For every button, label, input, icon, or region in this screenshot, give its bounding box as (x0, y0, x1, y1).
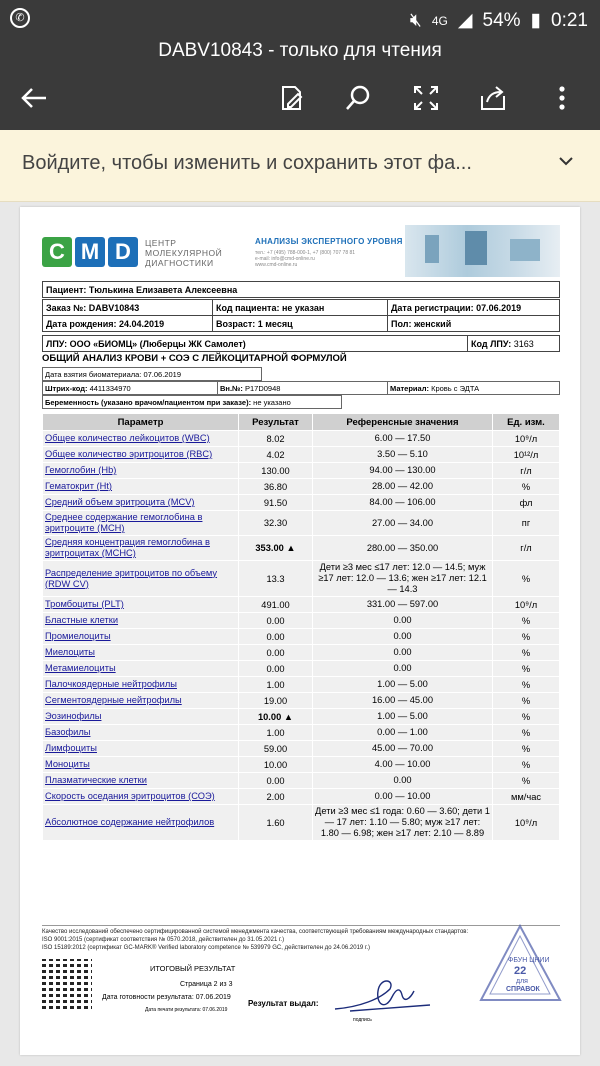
banner-text: Войдите, чтобы изменить и сохранить этот фа... (22, 152, 472, 174)
parameter-link[interactable]: Скорость оседания эритроцитов (СОЭ) (43, 789, 239, 805)
result-value: 130.00 (239, 463, 313, 479)
unit: % (493, 661, 560, 677)
parameter-link[interactable]: Средний объем эритроцита (MCV) (43, 495, 239, 511)
reference-range: 331.00 — 597.00 (313, 597, 493, 613)
inner-number: P17D0948 (244, 383, 281, 393)
parameter-link[interactable]: Моноциты (43, 757, 239, 773)
result-value: 10.00 ▲ (239, 709, 313, 725)
test-title: ОБЩИЙ АНАЛИЗ КРОВИ + СОЭ С ЛЕЙКОЦИТАРНОЙ ФОРМУЛОЙ (42, 353, 347, 364)
result-value: 491.00 (239, 597, 313, 613)
quality-statement: Качество исследований обеспечено сертифицированной системой менеджмента качества, соответствующей требованиям международных стандартов: ISO 9001:2015 (сертификат соответствия № 0570.2018, действителен до 31.05.2021 г.) ISO 15189:2012 (сертификат GC-MARK® Verified laboratory competence № 539979 GC, действителен до 24.06.2019 г.) (42, 925, 560, 952)
reference-range: 0.00 (313, 661, 493, 677)
more-menu-icon[interactable] (546, 82, 578, 114)
table-row (43, 629, 560, 645)
birth-date: Дата рождения: 24.04.2019 (46, 318, 165, 329)
patient-info-table (42, 281, 560, 298)
result-value: 0.00 (239, 645, 313, 661)
stamp-line: ФБУН ЦНИИ (508, 957, 550, 964)
pregnancy-table: Беременность (указано врачом/пациентом при заказе): не указано (42, 395, 342, 409)
search-icon[interactable] (342, 82, 374, 114)
document-title: DABV10843 - только для чтения (158, 40, 442, 61)
unit: 10⁹/л (493, 597, 560, 613)
parameter-link[interactable]: Эозинофилы (43, 709, 239, 725)
parameter-link[interactable]: Распределение эритроцитов по объему (RDW CV) (43, 561, 239, 597)
unit: % (493, 741, 560, 757)
table-row (43, 431, 560, 447)
table-row (43, 741, 560, 757)
column-header: Референсные значения (313, 414, 493, 431)
result-value: 19.00 (239, 693, 313, 709)
table-row (43, 495, 560, 511)
result-value: 13.3 (239, 561, 313, 597)
unit: % (493, 629, 560, 645)
brand-name: ЦЕНТР МОЛЕКУЛЯРНОЙ ДИАГНОСТИКИ (145, 238, 223, 268)
parameter-link[interactable]: Лимфоциты (43, 741, 239, 757)
result-value: 353.00 ▲ (239, 536, 313, 561)
battery-percent: 54% (482, 9, 521, 31)
reference-range: 27.00 — 34.00 (313, 511, 493, 536)
result-value: 32.30 (239, 511, 313, 536)
table-row (43, 677, 560, 693)
results-table (42, 413, 560, 841)
sample-info-table: Штрих-код: 4411334970 Вн.№: P17D0948 Материал: Кровь с ЭДТА (42, 381, 560, 395)
reference-range: Дети ≥3 мес ≤17 лет: 12.0 — 14.5; муж ≥17 лет: 12.0 — 13.6; жен ≥17 лет: 12.1 — 14.3 (313, 561, 493, 597)
patient-name: Пациент: Тюлькина Елизавета Алексеевна (46, 284, 238, 295)
status-bar (0, 0, 600, 38)
parameter-link[interactable]: Средняя концентрация гемоглобина в эритроцитах (MCHC) (43, 536, 239, 561)
parameter-link[interactable]: Гематокрит (Ht) (43, 479, 239, 495)
column-header: Ед. изм. (493, 414, 560, 431)
signature (330, 969, 440, 1019)
reference-range: 0.00 (313, 613, 493, 629)
unit: % (493, 725, 560, 741)
whatsapp-icon: ✆ (10, 8, 30, 28)
result-value: 10.00 (239, 757, 313, 773)
parameter-link[interactable]: Абсолютное содержание нейтрофилов (43, 805, 239, 841)
signature-label: подпись (353, 1017, 372, 1023)
unit: % (493, 561, 560, 597)
mute-icon: 🔇︎ (409, 9, 422, 31)
unit: % (493, 677, 560, 693)
unit: 10⁹/л (493, 431, 560, 447)
network-type: 4G (431, 13, 448, 28)
parameter-link[interactable]: Сегментоядерные нейтрофилы (43, 693, 239, 709)
print-date: Дата печати результата: 07.06.2019 (145, 1007, 228, 1013)
pregnancy: не указано (253, 397, 291, 407)
parameter-link[interactable]: Промиелоциты (43, 629, 239, 645)
tagline: АНАЛИЗЫ ЭКСПЕРТНОГО УРОВНЯ (255, 237, 403, 246)
lpu-code-label: Код ЛПУ: (471, 338, 512, 349)
parameter-link[interactable]: Палочкоядерные нейтрофилы (43, 677, 239, 693)
table-row (43, 693, 560, 709)
order-info-table (42, 299, 560, 332)
unit: % (493, 693, 560, 709)
registration-date: Дата регистрации: 07.06.2019 (391, 302, 522, 313)
reference-range: 0.00 (313, 645, 493, 661)
unit: мм/час (493, 789, 560, 805)
unit: г/л (493, 536, 560, 561)
sample-date-table (42, 367, 262, 381)
result-value: 91.50 (239, 495, 313, 511)
parameter-link[interactable]: Общее количество эритроцитов (RBC) (43, 447, 239, 463)
lpu: ЛПУ: ООО «БИОМЦ» (Люберцы ЖК Самолет) (46, 338, 246, 349)
table-row (43, 447, 560, 463)
table-row (43, 709, 560, 725)
unit: 10⁹/л (493, 805, 560, 841)
reference-range: 0.00 (313, 773, 493, 789)
edit-document-icon[interactable] (276, 82, 308, 114)
qr-code (42, 959, 92, 1009)
reference-range: 45.00 — 70.00 (313, 741, 493, 757)
result-value: 0.00 (239, 773, 313, 789)
unit: % (493, 613, 560, 629)
unit: г/л (493, 463, 560, 479)
unit: % (493, 479, 560, 495)
parameter-link[interactable]: Миелоциты (43, 645, 239, 661)
table-row (43, 511, 560, 536)
parameter-link[interactable]: Общее количество лейкоцитов (WBC) (43, 431, 239, 447)
unit: % (493, 709, 560, 725)
reference-range: 28.00 — 42.00 (313, 479, 493, 495)
battery-icon: ▮ (530, 10, 542, 31)
result-value: 0.00 (239, 613, 313, 629)
cmd-logo: C M D (42, 237, 138, 267)
reference-range: 280.00 — 350.00 (313, 536, 493, 561)
lab-photo (405, 225, 560, 277)
parameter-link[interactable]: Тромбоциты (PLT) (43, 597, 239, 613)
result-value: 1.00 (239, 725, 313, 741)
result-value: 2.00 (239, 789, 313, 805)
unit: пг (493, 511, 560, 536)
reference-range: 94.00 — 130.00 (313, 463, 493, 479)
sample-date: Дата взятия биоматериала: 07.06.2019 (43, 368, 262, 381)
result-value: 59.00 (239, 741, 313, 757)
reference-range: 0.00 — 10.00 (313, 789, 493, 805)
material: Кровь с ЭДТА (431, 383, 480, 393)
result-value: 4.02 (239, 447, 313, 463)
reference-range: 0.00 (313, 629, 493, 645)
reference-range: 3.50 — 5.10 (313, 447, 493, 463)
stamp-line: 22 (514, 965, 527, 977)
unit: фл (493, 495, 560, 511)
table-row (43, 805, 560, 841)
unit: 10¹²/л (493, 447, 560, 463)
document-page (20, 207, 580, 1055)
unit: % (493, 645, 560, 661)
reference-range: 6.00 — 17.50 (313, 431, 493, 447)
table-row (43, 789, 560, 805)
column-header: Результат (239, 414, 313, 431)
patient-code: Код пациента: не указан (216, 302, 325, 313)
stamp-line: СПРАВОК (506, 986, 540, 993)
triangle-stamp (478, 922, 563, 1007)
lpu-code: 3163 (513, 338, 534, 349)
result-value: 1.00 (239, 677, 313, 693)
contacts: тел.: +7 (495) 788-000-1, +7 (800) 707 78 81 e-mail: info@cmd-online.ru www.cmd-online.ru (255, 250, 356, 268)
stamp-line: для (516, 978, 528, 985)
reference-range: 4.00 — 10.00 (313, 757, 493, 773)
column-header: Параметр (43, 414, 239, 431)
reference-range: 16.00 — 45.00 (313, 693, 493, 709)
result-value: 0.00 (239, 661, 313, 677)
back-arrow-icon[interactable] (18, 82, 50, 114)
lpu-table (42, 335, 560, 352)
reference-range: 1.00 — 5.00 (313, 677, 493, 693)
table-row (43, 645, 560, 661)
signin-banner[interactable] (0, 130, 600, 202)
table-row (43, 536, 560, 561)
signal-icon: ◢ (457, 10, 473, 31)
table-row (43, 661, 560, 677)
result-value: 1.60 (239, 805, 313, 841)
issued-by-label: Результат выдал: (248, 999, 319, 1008)
result-value: 36.80 (239, 479, 313, 495)
ready-date: Дата готовности результата: 07.06.2019 (102, 994, 231, 1001)
fullscreen-icon[interactable] (410, 82, 442, 114)
unit: % (493, 757, 560, 773)
parameter-link[interactable]: Среднее содержание гемоглобина в эритроците (MCH) (43, 511, 239, 536)
unit: % (493, 773, 560, 789)
page-number: Страница 2 из 3 (180, 981, 233, 988)
barcode: 4411334970 (89, 383, 131, 393)
age: Возраст: 1 месяц (216, 318, 293, 329)
result-value: 0.00 (239, 629, 313, 645)
reference-range: Дети ≥3 мес ≤1 года: 0.60 — 3.60; дети 1 — 17 лет: 1.10 — 5.80; муж ≥17 лет: 1.80 — 6.98; жен ≥17 лет: 2.10 — 8.89 (313, 805, 493, 841)
clock: 0:21 (551, 9, 588, 31)
table-row (43, 479, 560, 495)
parameter-link[interactable]: Гемоглобин (Hb) (43, 463, 239, 479)
reference-range: 1.00 — 5.00 (313, 709, 493, 725)
parameter-link[interactable]: Бластные клетки (43, 613, 239, 629)
app-bar (0, 38, 600, 130)
parameter-link[interactable]: Плазматические клетки (43, 773, 239, 789)
table-row (43, 773, 560, 789)
parameter-link[interactable]: Базофилы (43, 725, 239, 741)
table-row (43, 463, 560, 479)
table-row (43, 597, 560, 613)
reference-range: 84.00 — 106.00 (313, 495, 493, 511)
sex: Пол: женский (391, 318, 452, 329)
table-row (43, 561, 560, 597)
table-row (43, 613, 560, 629)
parameter-link[interactable]: Метамиелоциты (43, 661, 239, 677)
final-result-label: ИТОГОВЫЙ РЕЗУЛЬТАТ (150, 964, 236, 973)
table-row (43, 757, 560, 773)
share-icon[interactable] (477, 82, 509, 114)
table-row (43, 725, 560, 741)
reference-range: 0.00 — 1.00 (313, 725, 493, 741)
chevron-down-icon[interactable] (558, 150, 574, 173)
result-value: 8.02 (239, 431, 313, 447)
order-number: Заказ №: DABV10843 (46, 302, 140, 313)
